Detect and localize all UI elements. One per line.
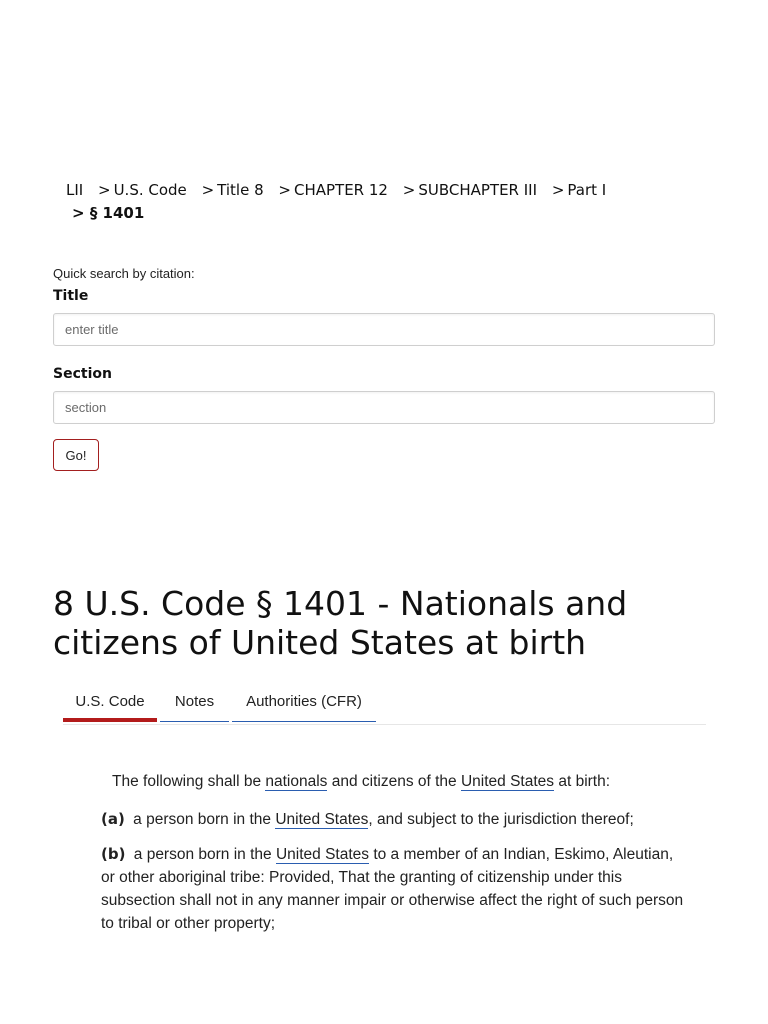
breadcrumb-separator: > bbox=[551, 181, 565, 199]
subsection-b bbox=[101, 843, 691, 935]
breadcrumb-separator: > bbox=[72, 204, 85, 222]
breadcrumb-title-8[interactable]: Title 8 bbox=[217, 181, 264, 199]
breadcrumb-chapter-12[interactable]: CHAPTER 12 bbox=[293, 181, 388, 199]
breadcrumb-lii[interactable]: LII bbox=[66, 181, 84, 199]
definition-link-united-states[interactable]: United States bbox=[275, 811, 369, 828]
breadcrumb-separator: > bbox=[201, 181, 215, 199]
breadcrumb bbox=[66, 179, 706, 225]
intro-paragraph bbox=[112, 770, 691, 794]
section-field-label: Section bbox=[53, 366, 112, 382]
search-caption: Quick search by citation: bbox=[53, 266, 195, 281]
intro-text: The following shall be bbox=[112, 773, 266, 790]
tab-notes[interactable]: Notes bbox=[160, 687, 229, 722]
intro-text: and citizens of the bbox=[327, 773, 461, 790]
breadcrumb-us-code[interactable]: U.S. Code bbox=[113, 181, 187, 199]
page-title: 8 U.S. Code § 1401 - Nationals and citizens of United States at birth bbox=[53, 584, 628, 662]
statute-text bbox=[101, 770, 691, 947]
citation-search-form bbox=[53, 264, 715, 471]
section-input[interactable] bbox=[53, 391, 715, 424]
breadcrumb-part-i[interactable]: Part I bbox=[567, 181, 607, 199]
subsection-label: (a) bbox=[101, 810, 125, 828]
intro-text: at birth: bbox=[554, 773, 611, 790]
breadcrumb-subchapter-iii[interactable]: SUBCHAPTER III bbox=[418, 181, 538, 199]
breadcrumb-separator: > bbox=[98, 181, 111, 199]
title-input[interactable] bbox=[53, 313, 715, 346]
definition-link-united-states[interactable]: United States bbox=[460, 773, 555, 790]
subsection-label: (b) bbox=[101, 845, 126, 863]
tab-us-code[interactable]: U.S. Code bbox=[63, 687, 157, 722]
breadcrumb-current bbox=[72, 202, 706, 225]
subsection-text: a person born in the bbox=[133, 811, 276, 828]
tab-bar bbox=[63, 687, 706, 725]
breadcrumb-current-label: § 1401 bbox=[89, 204, 145, 222]
breadcrumb-separator: > bbox=[402, 181, 416, 199]
title-field-label: Title bbox=[53, 288, 89, 304]
subsection-text: a person born in the bbox=[133, 846, 276, 863]
go-button[interactable]: Go! bbox=[53, 439, 99, 471]
subsection-a bbox=[101, 808, 691, 831]
tab-authorities-cfr[interactable]: Authorities (CFR) bbox=[232, 687, 376, 722]
definition-link-united-states[interactable]: United States bbox=[275, 846, 370, 863]
subsection-text: , and subject to the jurisdiction thereof; bbox=[368, 811, 634, 828]
breadcrumb-separator: > bbox=[278, 181, 291, 199]
subsection-text: to a member of an Indian, Eskimo, Aleutian, or other aboriginal tribe: Provided, That the granting of citizenship under this subsection shall not in any manner impair or otherwise affect the right of such person to tribal or other property; bbox=[101, 846, 684, 932]
definition-link-nationals[interactable]: nationals bbox=[265, 773, 328, 790]
